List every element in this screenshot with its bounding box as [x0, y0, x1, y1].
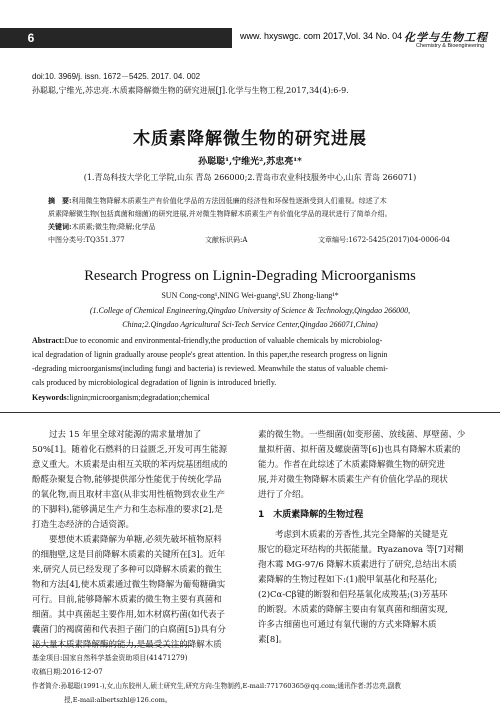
abstract-en-line1: Abstract:Due to economic and environmental-friendly,the production of valuable chemicals by microbiolog- — [32, 336, 383, 345]
body-line: 的下脚料),能够满足生产力和生态标准的要求[2],是 — [32, 505, 223, 515]
abstract-cn-label: 摘 要: — [48, 196, 72, 205]
separator-rule — [0, 412, 500, 413]
keywords-cn: 关键词:木质素;微生物;降解;化学品 — [48, 222, 156, 231]
footnote-fund: 基金项目:国家自然科学基金资助项目(41471279) — [32, 654, 188, 662]
abstract-en-line4: cals produced by microbiological degradation of lignin is introduced briefly. — [32, 378, 277, 387]
body-line: 考虑到木质素的芳香性,其完全降解的关键是克 — [258, 530, 448, 540]
body-line: 孢木霉 MG-97/6 降解木质素进行了研究,总结出木质 — [258, 560, 457, 570]
body-line: 意义重大。木质素是由相互关联的苯丙烷基团组成的 — [32, 460, 228, 470]
body-line: 的断裂。木质素的降解主要由有氧真菌和细菌实现, — [258, 605, 448, 615]
footnote-bio-line1: 作者简介:孙聪聪(1991-),女,山东胶州人,硕士研究生,研究方向:生物制药,E-mail:771760365@qq.com;通讯作者:苏忠亮,副教 — [32, 682, 401, 690]
body-line: 来,研究人员已经发现了多种可以降解木质素的微生 — [32, 565, 222, 575]
section-1-heading: 1 木质素降解的生物过程 — [258, 510, 364, 520]
body-line: 的细胞壁,这是目前降解木质素的关键所在[3]。近年 — [32, 550, 226, 560]
body-line: 展,并对微生物降解木质素生产有价值化学品的现状 — [258, 475, 448, 485]
body-line: 打造生态经济的合适资源。 — [32, 520, 135, 530]
keywords-en-label: Keywords: — [32, 393, 70, 402]
body-line: (2)Cα-Cβ键的断裂和侣羟基氧化成羧基;(3)芳基环 — [258, 590, 448, 600]
body-line: 素[8]。 — [258, 635, 288, 645]
keywords-cn-label: 关键词: — [48, 222, 72, 231]
doi: doi:10. 3969/j. issn. 1672－5425. 2017. 04. 002 — [32, 72, 201, 81]
body-line: 酚醛杂聚复合物,能够提供部分性能优于传统化学品 — [32, 475, 222, 485]
title-cn: 木质素降解微生物的研究进展 — [133, 129, 367, 149]
journal-url-issue: www. hxyswgc. com 2017,Vol. 34 No. 04 — [240, 31, 403, 41]
footnote-rule — [32, 645, 192, 646]
body-line: 量拟杆菌、拟杆菌及螺旋菌等[6])也具有降解木质素的 — [258, 445, 461, 455]
body-line: 可行。目前,能够降解木质素的微生物主要有真菌和 — [32, 595, 222, 605]
abstract-en-line2: ical degradation of lignin gradually arouse people's great attention. In this paper,the research progress on lignin — [32, 350, 388, 359]
authors-cn: 孙聪聪¹,宁维光²,苏忠亮¹* — [198, 157, 302, 167]
body-line: 能力。作者在此综述了木质素降解微生物的研究进 — [258, 460, 446, 470]
journal-name-cn: 化学与生物工程 — [404, 31, 488, 44]
affiliation-cn: (1.青岛科技大学化工学院,山东 青岛 266000;2.青岛市农业科技服务中心,山东 青岛 266071) — [83, 173, 417, 182]
authors-en: SUN Cong-cong¹,NING Wei-guang²,SU Zhong-liang¹* — [161, 291, 339, 300]
affiliation-en-line1: (1.College of Chemical Engineering,Qingdao University of Science & Technology,Qingdao 266000, — [89, 306, 411, 315]
body-line: 50%[1]。随着化石燃料的日益匮乏,开发可再生能源 — [32, 445, 228, 455]
footnote-received: 收稿日期:2016-12-07 — [32, 668, 103, 676]
title-en: Research Progress on Lignin-Degrading Microorganisms — [84, 268, 416, 284]
affiliation-en-line2: China;2.Qingdao Agricultural Sci-Tech Service Center,Qingdao 266071,China) — [122, 320, 378, 329]
body-left-column — [32, 428, 244, 653]
body-line: 细菌。其中真菌起主要作用,如木材腐朽菌(如代表子 — [32, 610, 226, 620]
abstract-cn-line2: 质素降解微生物(包括真菌和细菌)的研究进展,并对微生物降解木质素生产有价值化学品的现状进行了简单介绍。 — [48, 210, 392, 218]
abstract-en-label: Abstract: — [32, 336, 65, 345]
body-right-column — [258, 428, 472, 648]
document-code: 文献标识码:A — [205, 236, 248, 244]
body-line: 泌大量木质素降解酶的能力,是最受关注的降解木质 — [32, 640, 222, 650]
body-line: 素的微生物。一些细菌(如变形菌、放线菌、厚壁菌、少 — [258, 430, 466, 440]
body-line: 过去 15 年里全球对能源的需求量增加了 — [32, 430, 202, 440]
keywords-en: Keywords:lignin;microorganism;degradation;chemical — [32, 393, 210, 402]
journal-name-en: Chemistry & Bioengineering — [416, 43, 485, 49]
body-line: 进行了介绍。 — [258, 490, 310, 500]
footnote-bio-line2: 授,E-mail:albertszhl@126.com。 — [64, 696, 172, 704]
page-number: 6 — [18, 28, 44, 48]
body-line: 许多古细菌也可通过有氧代谢的方式来降解木质 — [258, 620, 437, 630]
body-line: 素降解的生物过程如下:(1)脱甲氧基化和羟基化; — [258, 575, 438, 585]
abstract-en-line3: -degrading microorganisms(including fungi and bacteria) is reviewed. Meanwhile the status of valuable chemi- — [32, 364, 388, 373]
body-line: 物和方法[4],使木质素通过微生物降解为葡萄糖确实 — [32, 580, 226, 590]
article-number: 文章编号:1672-5425(2017)04-0006-04 — [318, 236, 450, 244]
abstract-cn-line1: 摘 要:利用微生物降解木质素生产有价值化学品的方法因低廉的经济性和环保性逐渐受到人们重视。综述了木 — [48, 196, 387, 205]
citation: 孙聪聪,宁维光,苏忠亮.木质素降解微生物的研究进展[J].化学与生物工程,2017,34(4):6-9. — [32, 86, 349, 95]
body-line: 的氧化物,而且取材丰富(从非实用性植物到农业生产 — [32, 490, 226, 500]
clc-number: 中图分类号:TQ351.377 — [48, 236, 125, 244]
body-line: 要想使木质素降解为单糖,必须先破坏植物原料 — [32, 535, 222, 545]
body-line: 服它的稳定环结构的共振能量。Ryazanova 等[7]对糊 — [258, 545, 464, 555]
body-line: 囊菌门的褐腐菌和代表担子菌门的白腐菌[5])具有分 — [32, 625, 226, 635]
